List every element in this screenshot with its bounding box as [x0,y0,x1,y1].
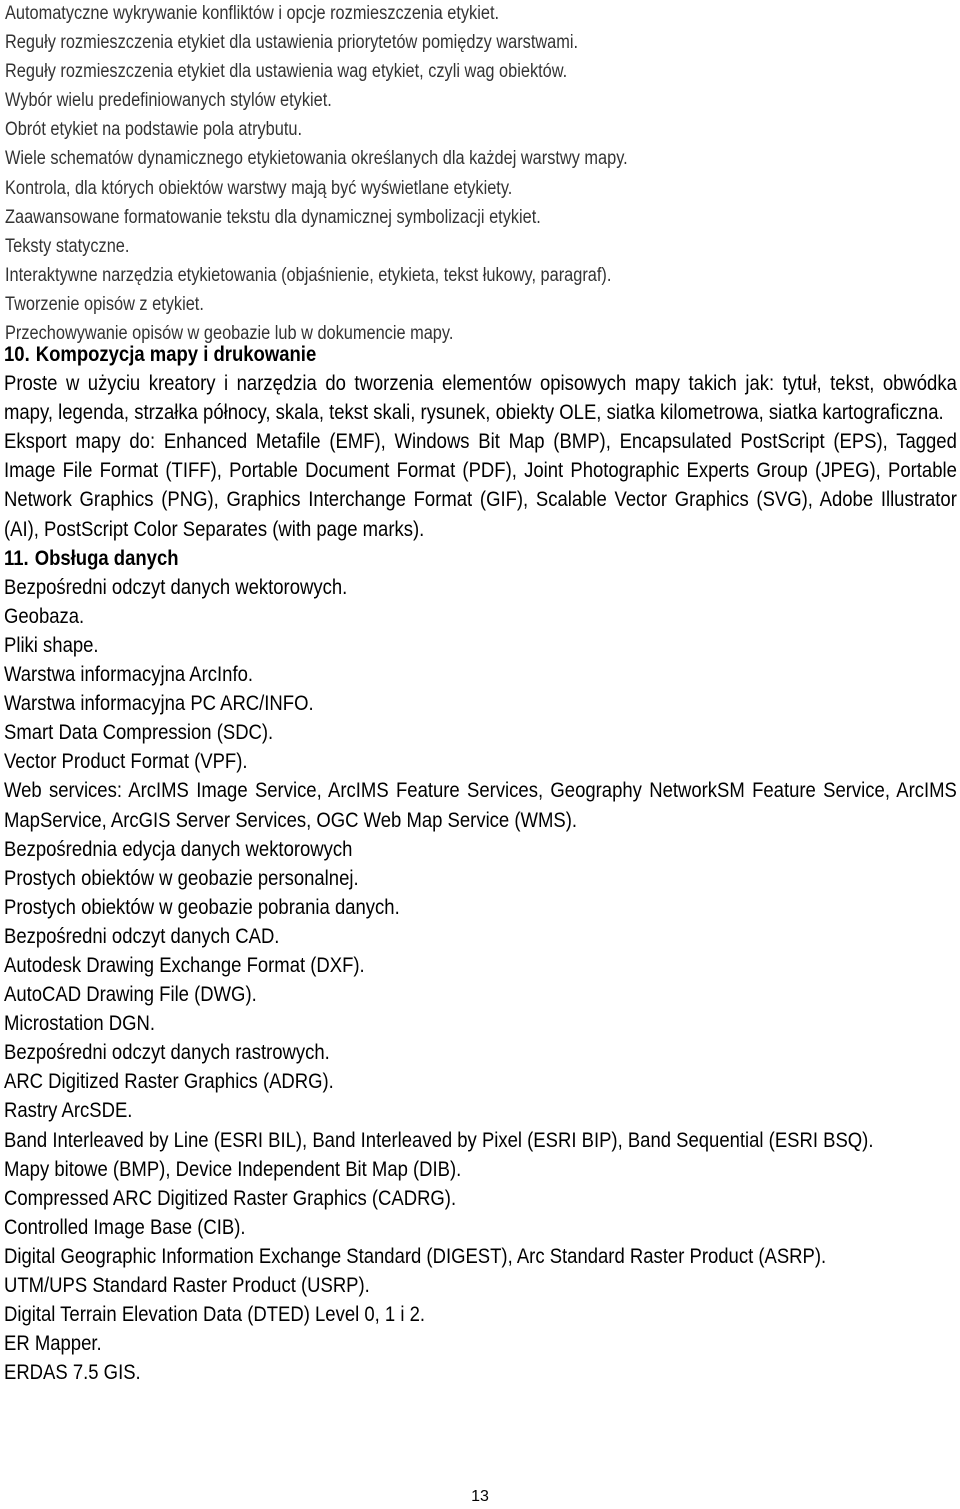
list-item: Web services: ArcIMS Image Service, ArcIMS Feature Services, Geography NetworkSM Feature Service, ArcIMS MapService, ArcGIS Server Services, OGC Web Map Service (WMS). [4,778,957,832]
list-item: AutoCAD Drawing File (DWG). [4,982,257,1007]
list-item: Bezpośredni odczyt danych rastrowych. [4,1040,330,1065]
list-item: Interaktywne narzędzia etykietowania (objaśnienie, etykieta, tekst łukowy, paragraf). [5,264,612,286]
list-item: Mapy bitowe (BMP), Device Independent Bit Map (DIB). [4,1156,462,1181]
list-item: Prostych obiektów w geobazie personalnej. [4,865,359,890]
page-number: 13 [471,1488,489,1505]
section-10-paragraph: Eksport mapy do: Enhanced Metafile (EMF), Windows Bit Map (BMP), Encapsulated PostScript (EPS), Tagged Image File Format (TIFF), Portable Document Format (PDF), Joint Photographic Experts Group (JPEG), Portable Network Graphics (PNG), Graphics Interchange Format (GIF), Scalable Vector Graphics (SVG), Adobe Illustrator (AI), PostScript Color Separates (with page marks). [4,429,957,541]
list-item: Automatyczne wykrywanie konfliktów i opcje rozmieszczenia etykiet. [5,3,500,24]
list-item: Microstation DGN. [4,1011,156,1036]
section-10-heading [4,340,957,369]
list-item: UTM/UPS Standard Raster Product (USRP). [4,1273,370,1297]
list-item: Prostych obiektów w geobazie pobrania danych. [4,894,400,919]
section-11-heading [4,544,957,573]
list-item: Bezpośrednia edycja danych wektorowych [4,836,353,861]
list-item: Controlled Image Base (CIB). [4,1214,246,1239]
list-item: Geobaza. [4,603,85,628]
list-item: Warstwa informacyjna ArcInfo. [4,662,254,687]
section-title: Obsługa danych [34,545,179,570]
labeling-feature-list [5,0,824,348]
list-item: Smart Data Compression (SDC). [4,720,274,745]
section-title: Kompozycja mapy i drukowanie [35,342,317,366]
list-item: Kontrola, dla których obiektów warstwy mają być wyświetlane etykiety. [5,177,513,199]
list-item: Digital Geographic Information Exchange Standard (DIGEST), Arc Standard Raster Product (ASRP). [4,1243,827,1268]
list-item: Rastry ArcSDE. [4,1098,133,1123]
list-item: ERDAS 7.5 GIS. [4,1360,141,1385]
list-item: Vector Product Format (VPF). [4,749,248,774]
list-item: Przechowywanie opisów w geobazie lub w dokumencie mapy. [5,323,454,345]
list-item: Wiele schematów dynamicznego etykietowania określanych dla każdej warstwy mapy. [5,148,628,170]
list-item: Wybór wielu predefiniowanych stylów etykiet. [5,90,332,112]
list-item: Warstwa informacyjna PC ARC/INFO. [4,691,314,716]
list-item: Teksty statyczne. [5,235,130,257]
section-number: 10. [4,342,30,366]
list-item: Pliki shape. [4,632,99,657]
list-item: Autodesk Drawing Exchange Format (DXF). [4,952,365,977]
list-item: Band Interleaved by Line (ESRI BIL), Band Interleaved by Pixel (ESRI BIP), Band Sequential (ESRI BSQ). [4,1127,874,1152]
section-10-paragraph: Proste w użyciu kreatory i narzędzia do tworzenia elementów opisowych mapy takich jak: tytuł, tekst, obwódka mapy, legenda, strzałka północy, skala, tekst skali, rysunek, obiekty OLE, siatka kilometrowa, siatka kartograficzna. [4,371,957,425]
list-item: Bezpośredni odczyt danych wektorowych. [4,574,348,599]
list-item: Bezpośredni odczyt danych CAD. [4,923,280,948]
list-item: Reguły rozmieszczenia etykiet dla ustawienia wag etykiet, czyli wag obiektów. [5,61,568,83]
list-item: Compressed ARC Digitized Raster Graphics (CADRG). [4,1185,457,1210]
list-item: Tworzenie opisów z etykiet. [5,293,204,315]
list-item: ARC Digitized Raster Graphics (ADRG). [4,1069,334,1094]
list-item: Obrót etykiet na podstawie pola atrybutu. [5,119,303,141]
section-number: 11. [4,545,29,570]
list-item: Reguły rozmieszczenia etykiet dla ustawienia priorytetów pomiędzy warstwami. [5,32,579,54]
list-item: Zaawansowane formatowanie tekstu dla dynamicznej symbolizacji etykiet. [5,206,541,228]
list-item: ER Mapper. [4,1331,102,1356]
list-item: Digital Terrain Elevation Data (DTED) Level 0, 1 i 2. [4,1302,426,1327]
document-body [4,340,957,1387]
